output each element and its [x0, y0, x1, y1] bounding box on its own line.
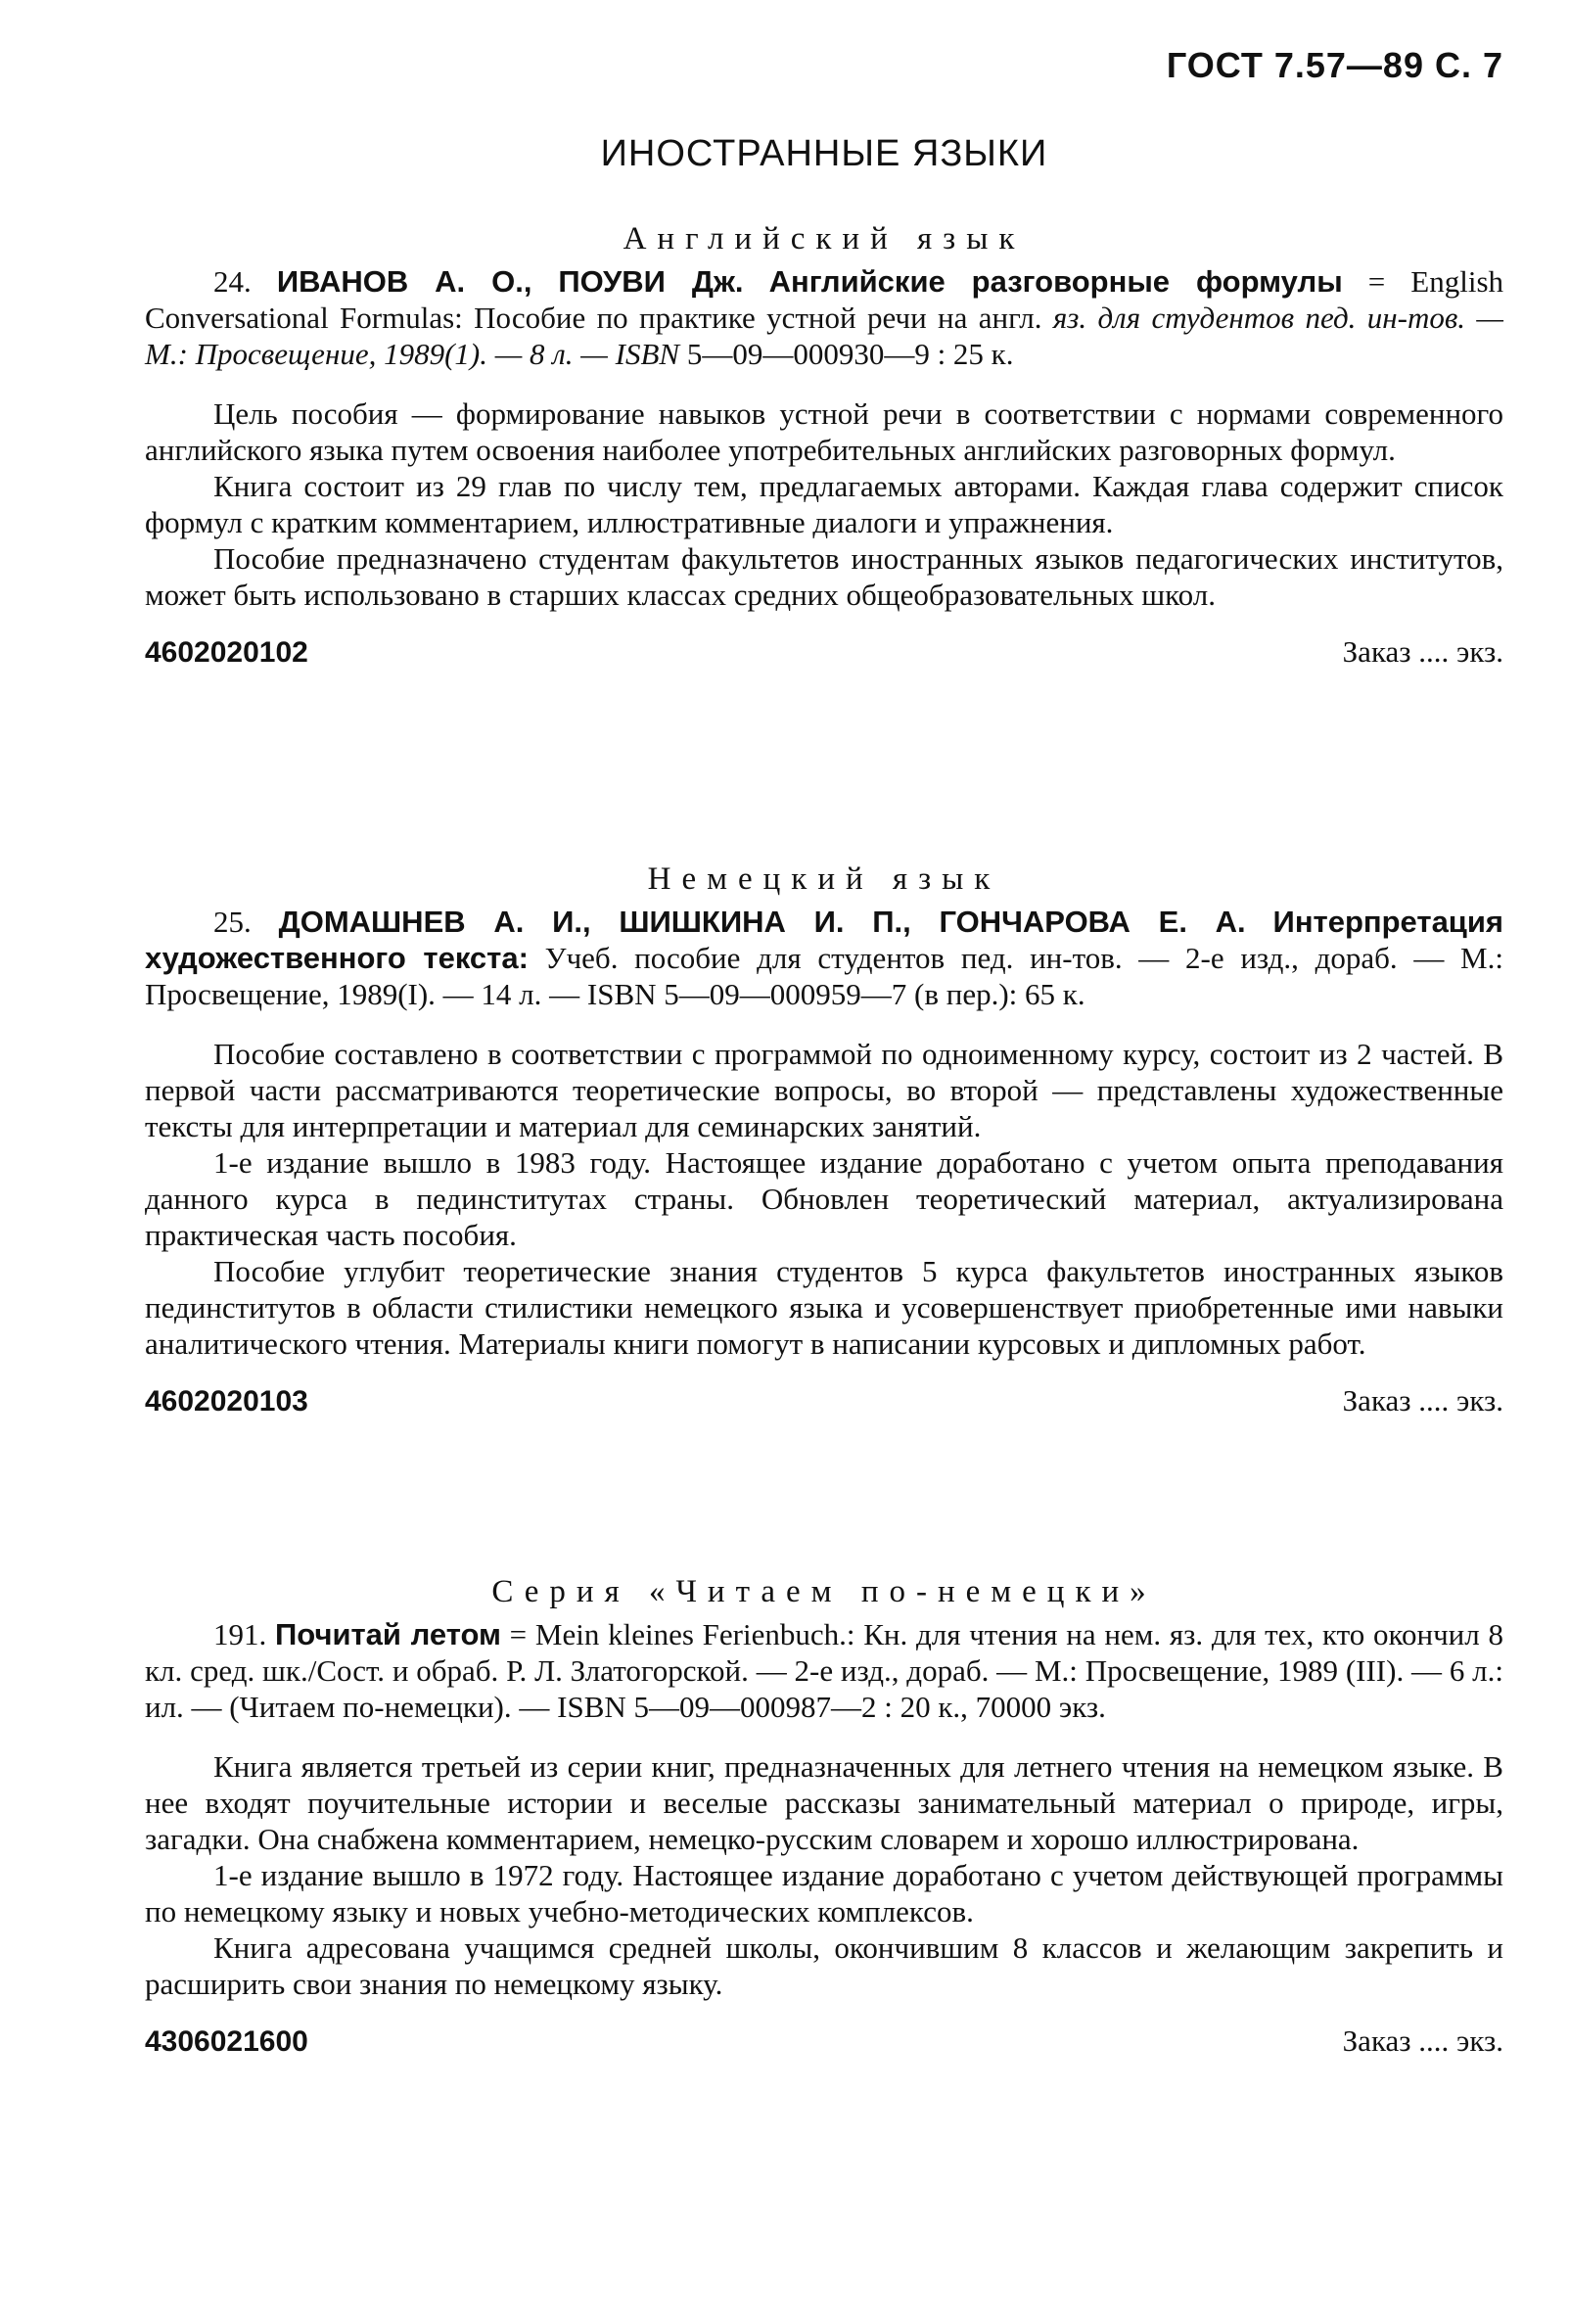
entry-biblio: Учеб. пособие для студентов пед. ин-тов. — 2-е изд., дораб. — М.: Просвещение, 1989(I). — 14 л. — ISBN 5—09—000959—7 (в пер.): 65 к.: [145, 941, 1503, 1011]
entry-number: 24.: [213, 264, 252, 299]
entry-english: [145, 221, 1503, 670]
entry-biblio-italic: яз. для студентов пед. ин-тов. — М.: Просвещение, 1989(1). — 8 л. — ISBN: [145, 301, 1503, 371]
order-label: Заказ .... экз.: [1342, 634, 1503, 669]
entry-authors: ДОМАШНЕВ А. И., ШИШКИНА И. П., ГОНЧАРОВА Е. А.: [278, 905, 1246, 939]
annotation-paragraph: Цель пособия — формирование навыков устной речи в соответствии с нормами современного английского языка путем освоения наиболее употребительных английских разговорных формул.: [145, 396, 1503, 467]
annotation-paragraph: 1-е издание вышло в 1972 году. Настоящее издание доработано с учетом действующей программы по немецкому языку и новых учебно-методических комплексов.: [145, 1858, 1503, 1929]
entry-code: 4602020102: [145, 636, 308, 669]
section-title: ИНОСТРАННЫЕ ЯЗЫКИ: [600, 133, 1048, 174]
entry-title: Почитай летом: [275, 1617, 501, 1651]
entry-authors: ИВАНОВ А. О., ПОУВИ Дж.: [276, 264, 744, 299]
entry-title: Английские разговорные формулы: [768, 264, 1343, 299]
annotation-paragraph: Книга адресована учащимся средней школы, окончившим 8 классов и желающим закрепить и расширить свои знания по немецкому языку.: [145, 1930, 1503, 2001]
bibliographic-record: [145, 1616, 1503, 1725]
subheading-english: Английский язык: [623, 221, 1026, 256]
entry-footer: [145, 2023, 1503, 2059]
page-header: ГОСТ 7.57—89 С. 7: [1166, 45, 1503, 85]
entry-footer: [145, 634, 1503, 670]
entry-biblio-tail: 5—09—000930—9 : 25 к.: [679, 337, 1014, 371]
entry-code: 4602020103: [145, 1385, 308, 1418]
annotation-paragraph: Пособие составлено в соответствии с программой по одноименному курсу, состоит из 2 частей. В первой части рассматриваются теоретические вопросы, во второй — представлены художественные тексты для интерпретации и материал для семинарских занятий.: [145, 1037, 1503, 1143]
bibliographic-record: [145, 904, 1503, 1012]
order-label: Заказ .... экз.: [1342, 2023, 1503, 2058]
entry-code: 4306021600: [145, 2025, 308, 2058]
order-label: Заказ .... экз.: [1342, 1383, 1503, 1418]
bibliographic-record: [145, 263, 1503, 372]
entry-biblio: = Mein kleines Ferienbuch.: Кн. для чтения на нем. яз. для тех, кто окончил 8 кл. сред. шк./Сост. и обраб. Р. Л. Златогорской. — 2-е изд., дораб. — М.: Просвещение, 1989 (III). — 6 л.: ил. — (Читаем по-немецки). — ISBN 5—09—000987—2 : 20 к., 70000 экз.: [145, 1617, 1503, 1724]
annotation-paragraph: Книга является третьей из серии книг, предназначенных для летнего чтения на немецком языке. В нее входят поучительные истории и веселые рассказы занимательный материал о природе, игры, загадки. Она снабжена комментарием, немецко-русским словарем и хорошо иллюстрирована.: [145, 1749, 1503, 1856]
entry-biblio: = English Conversational Formulas: Пособие по практике устной речи на англ.: [145, 264, 1504, 335]
entry-number: 191.: [213, 1617, 267, 1651]
subheading-series: Серия «Читаем по-немецки»: [491, 1574, 1157, 1609]
annotation-paragraph: Книга состоит из 29 глав по числу тем, предлагаемых авторами. Каждая глава содержит список формул с кратким комментарием, иллюстративные диалоги и упражнения.: [145, 469, 1503, 539]
entry-german: [145, 861, 1503, 1418]
entry-footer: [145, 1383, 1503, 1418]
entry-series: [145, 1574, 1503, 2059]
entry-title: Интерпретация художественного текста:: [145, 905, 1504, 975]
entry-number: 25.: [213, 905, 252, 939]
annotation-paragraph: Пособие предназначено студентам факультетов иностранных языков педагогических институтов, может быть использовано в старших классах средних общеобразовательных школ.: [145, 541, 1503, 612]
annotation-paragraph: Пособие углубит теоретические знания студентов 5 курса факультетов иностранных языков пединститутов в области стилистики немецкого языка и усовершенствует приобретенные ими навыки аналитического чтения. Материалы книги помогут в написании курсовых и дипломных работ.: [145, 1254, 1503, 1361]
annotation-paragraph: 1-е издание вышло в 1983 году. Настоящее издание доработано с учетом опыта преподавания данного курса в пединститутах страны. Обновлен теоретический материал, актуализирована практическая часть пособия.: [145, 1145, 1503, 1252]
subheading-german: Немецкий язык: [647, 861, 1001, 897]
